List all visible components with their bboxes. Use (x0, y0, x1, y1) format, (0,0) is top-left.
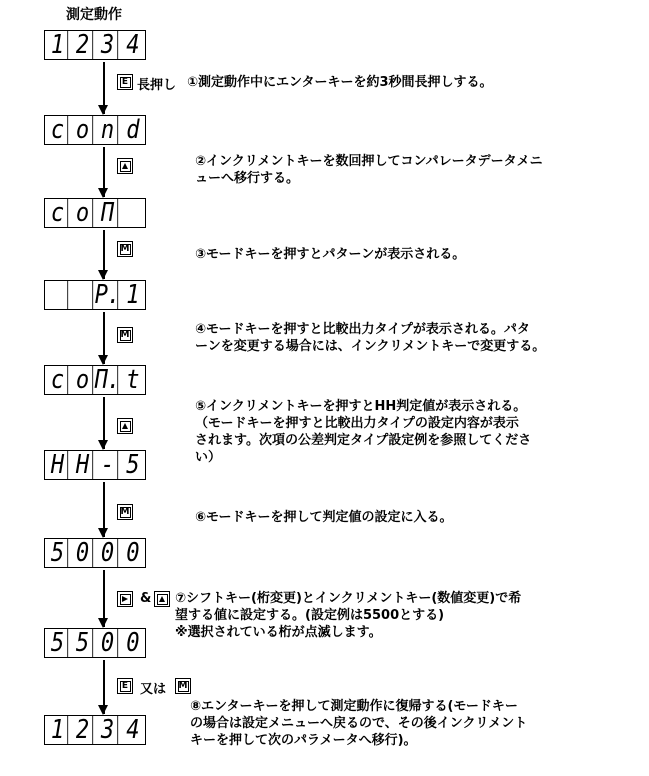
display-7 (44, 538, 146, 568)
digit: 1 (47, 716, 68, 744)
or-label: 又は (140, 682, 167, 697)
flow-arrow (103, 147, 105, 197)
step-2-text: ②インクリメントキーを数回押してコンパレータデータメニ ューへ移行する。 (195, 154, 543, 186)
digit: 5 (126, 450, 139, 480)
step-7-text: ⑦シフトキー(桁変更)とインクリメントキー(数値変更)で希 望する値に設定する。(設定例は5500とする) ※選択されている桁が点滅します。 (175, 591, 522, 640)
flow-arrow (103, 230, 105, 279)
display-6 (44, 450, 146, 480)
enter-key-letter: E (120, 77, 131, 88)
flow-arrow (103, 482, 105, 537)
step-6-text: ⑥モードキーを押して判定値の設定に入る。 (195, 510, 453, 525)
increment-key-icon (154, 591, 170, 607)
step-5-text: ⑤インクリメントキーを押すとHH判定値が表示される。 （モードキーを押すと比較出力タイプの設定内容が表示 されます。次項の公差判定タイプ設定例を参照してくださ い） (195, 399, 532, 465)
display-1 (44, 30, 146, 60)
digit: n (97, 116, 118, 144)
mode-key-icon (117, 504, 133, 520)
mode-key-letter: M (120, 329, 130, 340)
mode-key-icon (117, 241, 133, 257)
digit: Π. (94, 365, 120, 395)
flow-arrow (103, 660, 105, 714)
mode-key-letter: M (120, 243, 130, 254)
page-title: 測定動作 (66, 7, 122, 23)
digit: o (72, 366, 93, 394)
digit: c (47, 366, 68, 394)
flow-arrow (103, 397, 105, 449)
digit: t (126, 365, 139, 395)
step-4-text: ④モードキーを押すと比較出力タイプが表示される。パタ ーンを変更する場合には、インクリメントキーで変更する。 (195, 322, 546, 354)
flow-arrow (103, 570, 105, 627)
enter-key-letter: E (120, 681, 131, 692)
mode-key-icon (175, 678, 191, 694)
digit: 2 (72, 31, 93, 59)
digit: 0 (97, 629, 118, 657)
digit: H (47, 451, 68, 479)
digit: 5 (72, 629, 93, 657)
enter-key-icon (117, 74, 133, 90)
display-5 (44, 365, 146, 395)
digit: Π (97, 199, 118, 227)
digit: 0 (97, 539, 118, 567)
display-4 (44, 280, 146, 310)
increment-key-icon (117, 158, 133, 174)
digit (47, 281, 68, 309)
digit: 2 (72, 716, 93, 744)
digit (122, 199, 143, 227)
digit: d (126, 115, 139, 145)
shift-key-icon (117, 591, 133, 607)
step-3-text: ③モードキーを押すとパターンが表示される。 (195, 247, 466, 262)
mode-key-letter: M (120, 506, 130, 517)
digit: 0 (126, 538, 139, 568)
digit: H (72, 451, 93, 479)
and-label: & (140, 591, 152, 606)
step-8-text: ⑧エンターキーを押して測定動作に復帰する(モードキー の場合は設定メニューへ戻るので、その後インクリメント キーを押して次のパラメータへ移行)。 (190, 699, 528, 748)
digit (72, 281, 93, 309)
flow-arrow (103, 62, 105, 114)
digit: - (97, 451, 118, 479)
digit: 5 (47, 629, 68, 657)
flow-arrow (103, 312, 105, 364)
mode-key-letter: M (178, 680, 188, 691)
digit: 1 (126, 280, 139, 310)
digit: c (47, 199, 68, 227)
digit: 4 (126, 30, 139, 60)
digit: 0 (126, 628, 139, 658)
long-press-label: 長押し (137, 78, 177, 93)
display-2 (44, 115, 146, 145)
digit: o (72, 199, 93, 227)
step-1-text: ①測定動作中にエンターキーを約3秒間長押しする。 (187, 75, 493, 90)
digit: c (47, 116, 68, 144)
digit: 1 (47, 31, 68, 59)
digit: 3 (97, 716, 118, 744)
enter-key-icon (117, 678, 133, 694)
digit: P. (94, 280, 120, 310)
digit: 5 (47, 539, 68, 567)
digit: o (72, 116, 93, 144)
display-8 (44, 628, 146, 658)
display-9 (44, 715, 146, 745)
display-3 (44, 198, 146, 228)
digit: 0 (72, 539, 93, 567)
digit: 4 (126, 715, 139, 745)
digit: 3 (97, 31, 118, 59)
mode-key-icon (117, 327, 133, 343)
increment-key-icon (117, 418, 133, 434)
